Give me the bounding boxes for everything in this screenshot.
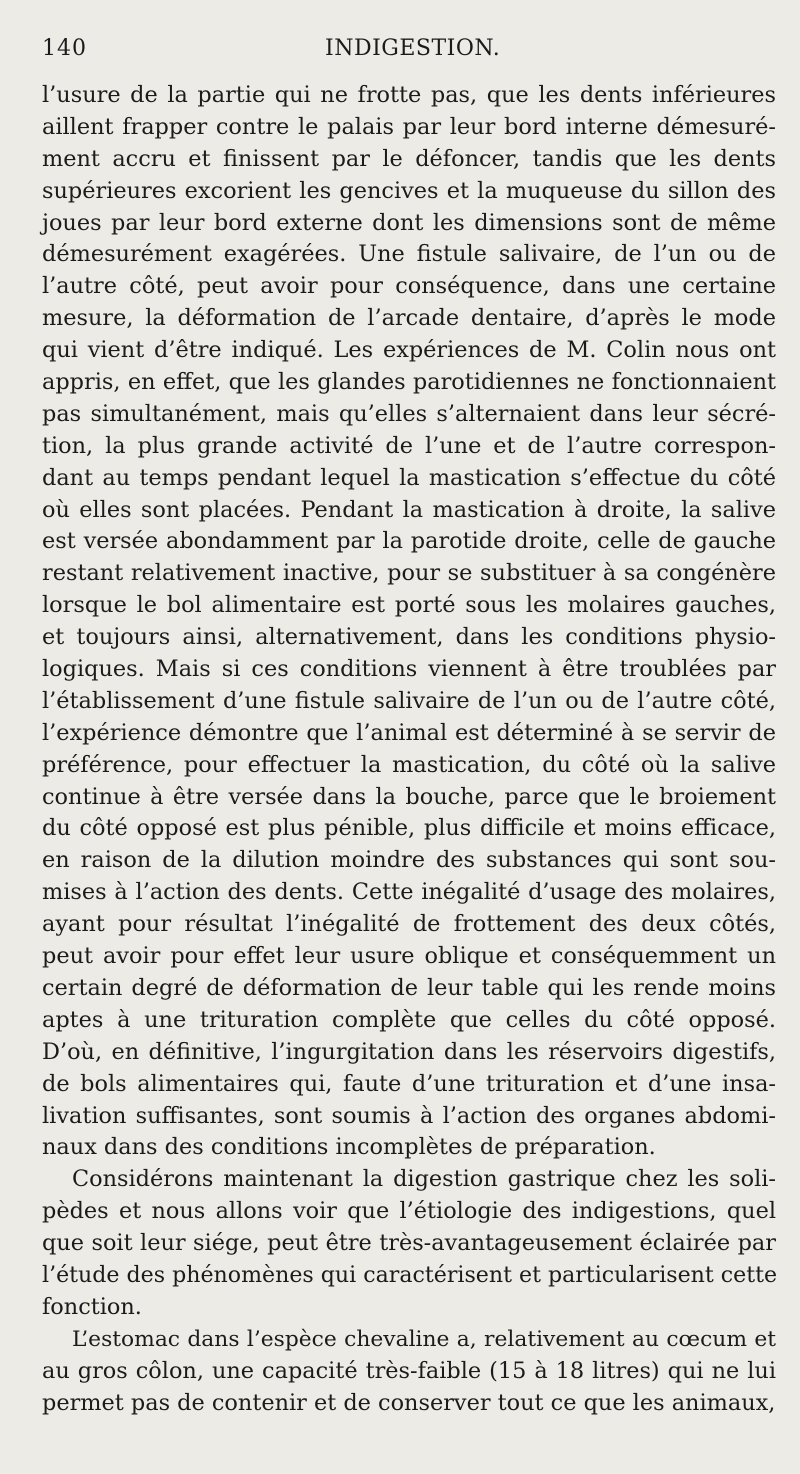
text-line: logiques. Mais si ces conditions viennent à être troublées par (42, 656, 776, 683)
text-line: du côté opposé est plus pénible, plus difficile et moins efficace, (42, 815, 776, 842)
text-line: peut avoir pour effet leur usure oblique et conséquemment un (42, 943, 776, 970)
text-line: de bols alimentaires qui, faute d’une trituration et d’une insa- (42, 1070, 776, 1097)
text-line: l’expérience démontre que l’animal est déterminé à se servir de (42, 719, 776, 746)
body-text (42, 80, 776, 1419)
page-number: 140 (42, 36, 87, 61)
running-title: INDIGESTION. (325, 36, 501, 61)
paragraph (42, 80, 776, 1164)
text-line: l’usure de la partie qui ne frotte pas, que les dents inférieures (42, 82, 776, 108)
text-line: dant au temps pendant lequel la mastication s’effectue du côté (42, 464, 776, 491)
text-line: préférence, pour effectuer la mastication, du côté où la salive (42, 751, 776, 778)
text-line: certain degré de déformation de leur table qui les rende moins (42, 974, 776, 1001)
text-line: livation suffisantes, sont soumis à l’action des organes abdomi- (42, 1102, 776, 1129)
text-line: en raison de la dilution moindre des substances qui sont sou- (42, 847, 776, 874)
text-line: appris, en effet, que les glandes parotidiennes ne fonctionnaient (42, 369, 776, 396)
text-line: lorsque le bol alimentaire est porté sous les molaires gauches, (42, 592, 776, 619)
text-line: est versée abondamment par la parotide droite, celle de gauche (42, 528, 776, 555)
text-line: l’étude des phénomènes qui caractérisent et particularisent cette (42, 1261, 778, 1288)
text-line: où elles sont placées. Pendant la mastication à droite, la salive (42, 496, 776, 523)
text-line: ment accru et finissent par le défoncer, tandis que les dents (42, 145, 776, 172)
text-line: pas simultanément, mais qu’elles s’alternaient dans leur sécré- (42, 400, 776, 427)
text-line: au gros côlon, une capacité très-faible (15 à 18 litres) qui ne lui (42, 1357, 776, 1384)
running-head (42, 28, 776, 80)
text-line: ayant pour résultat l’inégalité de frottement des deux côtés, (42, 911, 776, 938)
text-line: que soit leur siége, peut être très-avantageusement éclairée par (42, 1230, 776, 1257)
text-line: continue à être versée dans la bouche, parce que le broiement (42, 783, 776, 810)
text-line: démesurément exagérées. Une fistule salivaire, de l’un ou de (42, 241, 776, 268)
text-line: tion, la plus grande activité de l’une et de l’autre correspon- (42, 432, 776, 459)
text-line: qui vient d’être indiqué. Les expériences de M. Colin nous ont (42, 337, 776, 364)
text-line: naux dans des conditions incomplètes de préparation. (42, 1134, 656, 1161)
text-line: D’où, en définitive, l’ingurgitation dans les réservoirs digestifs, (42, 1038, 776, 1065)
text-line: restant relativement inactive, pour se substituer à sa congénère (42, 560, 776, 587)
text-line: aillent frapper contre le palais par leur bord interne démesuré- (42, 113, 776, 140)
text-line: Considérons maintenant la digestion gastrique chez les soli- (72, 1166, 776, 1193)
text-line: pèdes et nous allons voir que l’étiologie des indigestions, quel (42, 1198, 776, 1225)
text-line: supérieures excorient les gencives et la muqueuse du sillon des (42, 177, 776, 204)
text-line: aptes à une trituration complète que celles du côté opposé. (42, 1006, 776, 1033)
text-line: fonction. (42, 1293, 142, 1320)
text-line: L’estomac dans l’espèce chevaline a, relativement au cœcum et (72, 1326, 776, 1352)
paragraph (42, 1164, 776, 1323)
paragraph (42, 1324, 776, 1420)
text-line: mesure, la déformation de l’arcade dentaire, d’après le mode (42, 305, 776, 332)
text-line: permet pas de contenir et de conserver tout ce que les animaux, (42, 1389, 776, 1416)
text-line: mises à l’action des dents. Cette inégalité d’usage des molaires, (42, 879, 776, 906)
text-line: l’établissement d’une fistule salivaire de l’un ou de l’autre côté, (42, 687, 776, 714)
text-line: joues par leur bord externe dont les dimensions sont de même (42, 209, 776, 236)
text-line: et toujours ainsi, alternativement, dans les conditions physio- (42, 624, 776, 651)
text-line: l’autre côté, peut avoir pour conséquence, dans une certaine (42, 273, 776, 300)
